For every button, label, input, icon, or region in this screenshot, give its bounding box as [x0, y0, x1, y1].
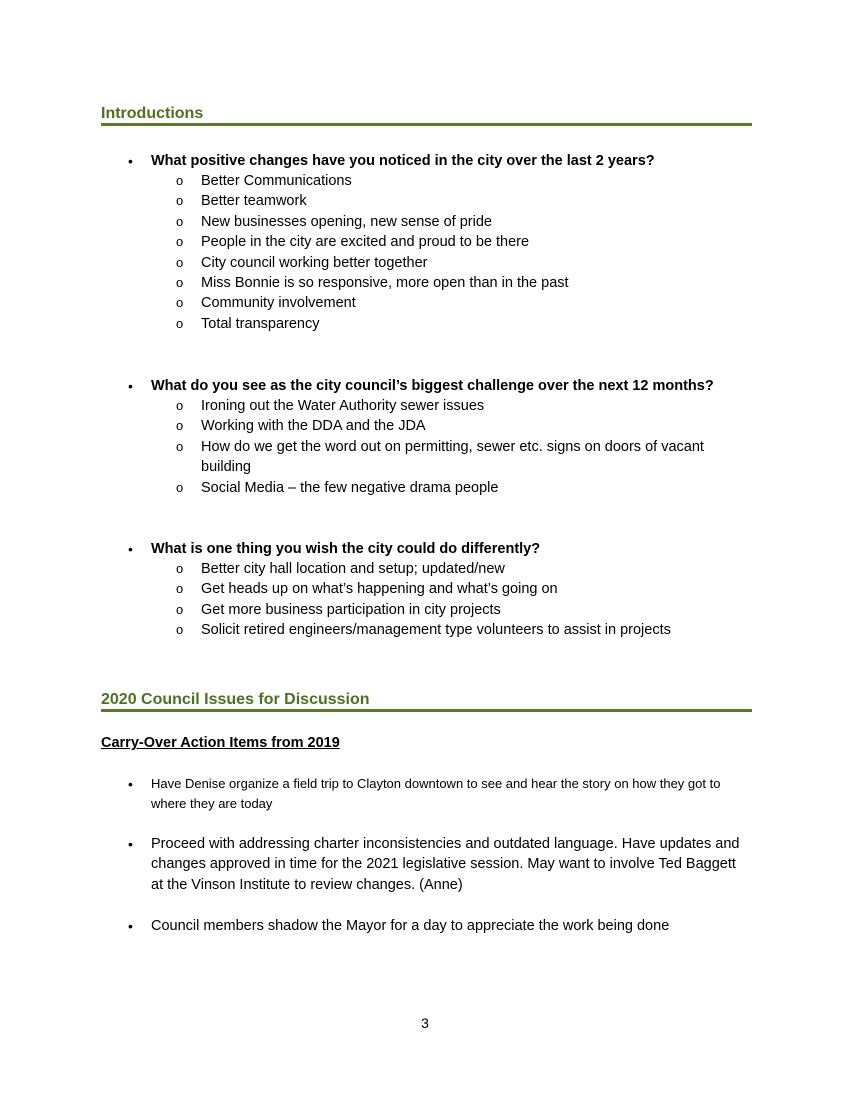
circle-bullet-icon: o	[176, 418, 184, 434]
answer-text: Get more business participation in city projects	[201, 601, 501, 618]
answer-text: Ironing out the Water Authority sewer issues	[201, 398, 485, 414]
answer-text: City council working better together	[201, 254, 428, 271]
council-issues-heading	[101, 690, 752, 712]
answer-text: How do we get the word out on permitting, sewer etc. signs on doors of vacant building	[201, 438, 704, 476]
bullet-icon: •	[128, 541, 133, 557]
council-issues-heading-text: 2020 Council Issues for Discussion	[101, 691, 370, 708]
bullet-icon: •	[128, 836, 133, 852]
bullet-icon: •	[128, 153, 133, 169]
answer-text: Community involvement	[201, 295, 356, 312]
question-text: What is one thing you wish the city could do differently?	[151, 541, 541, 557]
list-item	[128, 600, 768, 620]
answer-list	[128, 171, 768, 334]
list-item	[128, 191, 768, 211]
page-number: 3	[421, 1015, 429, 1031]
answer-list	[128, 396, 768, 498]
list-item	[128, 774, 748, 813]
list-item	[128, 559, 768, 579]
bullet-icon: •	[128, 378, 133, 394]
circle-bullet-icon: o	[176, 398, 184, 413]
list-item	[128, 253, 768, 273]
question-block-1	[128, 151, 768, 334]
circle-bullet-icon: o	[176, 438, 184, 454]
list-item	[128, 416, 768, 436]
carry-over-item-text: Council members shadow the Mayor for a day to appreciate the work being done	[151, 918, 670, 934]
question-row	[128, 376, 768, 396]
list-item	[128, 437, 768, 478]
circle-bullet-icon: o	[176, 561, 184, 576]
introductions-heading-text: Introductions	[101, 105, 204, 122]
answer-text: Better city hall location and setup; updated/new	[201, 561, 505, 577]
circle-bullet-icon: o	[176, 581, 184, 597]
answer-text: Social Media – the few negative drama people	[201, 479, 499, 496]
question-text: What positive changes have you noticed in the city over the last 2 years?	[151, 153, 655, 169]
question-block-2	[128, 376, 768, 498]
list-item	[128, 396, 768, 416]
list-item	[128, 314, 768, 334]
introductions-heading	[101, 104, 752, 126]
answer-text: Working with the DDA and the JDA	[201, 418, 426, 435]
answer-text: Total transparency	[201, 315, 320, 332]
circle-bullet-icon: o	[176, 234, 184, 250]
carry-over-item-text: Have Denise organize a field trip to Clayton downtown to see and hear the story on how they got to where they are today	[151, 776, 721, 811]
circle-bullet-icon: o	[176, 295, 184, 311]
question-row	[128, 151, 768, 171]
list-item	[128, 212, 768, 232]
circle-bullet-icon: o	[176, 479, 184, 495]
list-item	[128, 293, 768, 313]
circle-bullet-icon: o	[176, 213, 184, 229]
question-row	[128, 539, 768, 559]
list-item	[128, 171, 768, 191]
circle-bullet-icon: o	[176, 601, 184, 617]
list-item	[128, 579, 768, 599]
bullet-icon: •	[128, 776, 133, 792]
circle-bullet-icon: o	[176, 193, 184, 209]
answer-text: Better teamwork	[201, 193, 307, 210]
circle-bullet-icon: o	[176, 275, 184, 291]
circle-bullet-icon: o	[176, 254, 184, 270]
carry-over-subheading: Carry-Over Action Items from 2019	[101, 735, 340, 751]
question-text: What do you see as the city council’s biggest challenge over the next 12 months?	[151, 378, 714, 394]
answer-text: Miss Bonnie is so responsive, more open than in the past	[201, 275, 569, 292]
circle-bullet-icon: o	[176, 622, 184, 638]
answer-list	[128, 559, 768, 641]
answer-text: Better Communications	[201, 173, 352, 189]
list-item	[128, 273, 768, 293]
circle-bullet-icon: o	[176, 315, 184, 331]
answer-text: Solicit retired engineers/management type volunteers to assist in projects	[201, 622, 671, 639]
list-item	[128, 916, 748, 936]
answer-text: Get heads up on what’s happening and what’s going on	[201, 581, 558, 598]
circle-bullet-icon: o	[176, 173, 184, 188]
answer-text: People in the city are excited and proud to be there	[201, 234, 530, 251]
list-item	[128, 232, 768, 252]
list-item	[128, 834, 748, 895]
carry-over-item-text: Proceed with addressing charter inconsistencies and outdated language. Have updates and changes approved in time for the 2021 legislative session. May want to involve Ted Baggett at the Vinson Institute to review changes. (Anne)	[151, 836, 740, 893]
answer-text: New businesses opening, new sense of pride	[201, 213, 492, 230]
list-item	[128, 620, 768, 640]
list-item	[128, 478, 768, 498]
question-block-3	[128, 539, 768, 641]
bullet-icon: •	[128, 918, 133, 934]
